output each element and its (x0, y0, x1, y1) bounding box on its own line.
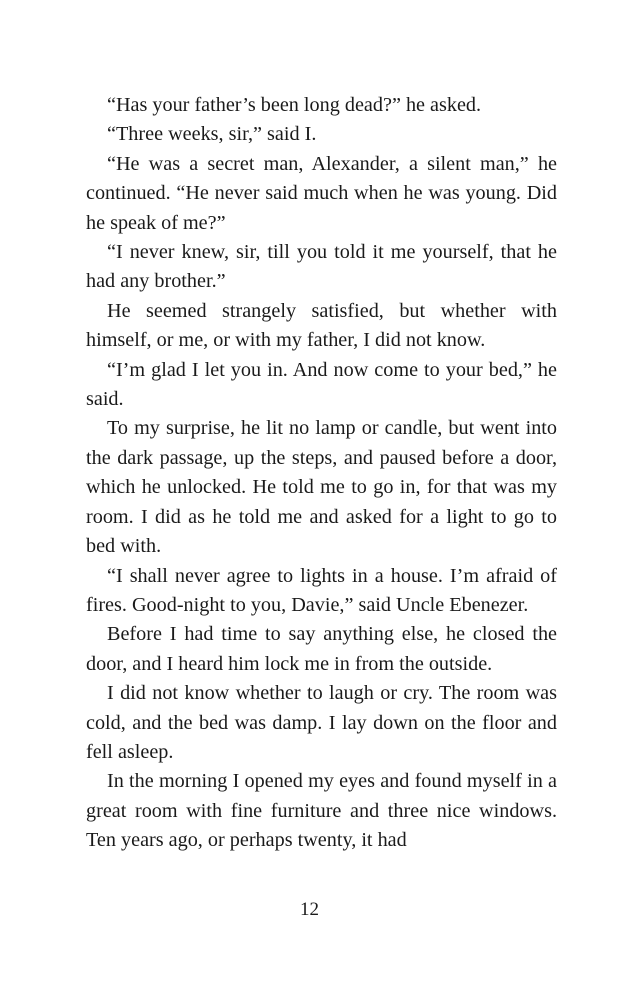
paragraph: “He was a secret man, Alexander, a silent man,” he continued. “He never said much when he was young. Did he speak of me?” (86, 152, 557, 234)
page-number: 12 (300, 899, 319, 920)
paragraph: In the morning I opened my eyes and found myself in a great room with fine furniture and three nice windows. Ten years ago, or perhaps twenty, it had (86, 770, 557, 852)
paragraph: Before I had time to say anything else, he closed the door, and I heard him lock me in from the outside. (86, 623, 557, 675)
paragraph: “I shall never agree to lights in a house. I’m afraid of fires. Good-night to you, Davie,” said Uncle Ebenezer. (86, 564, 557, 616)
paragraph: To my surprise, he lit no lamp or candle, but went into the dark passage, up the steps, and paused before a door, which he unlocked. He told me to go in, for that was my room. I did as he told me and asked for a light to go to bed with. (86, 417, 557, 558)
body-text (86, 91, 557, 856)
paragraph: I did not know whether to laugh or cry. The room was cold, and the bed was damp. I lay down on the floor and fell asleep. (86, 682, 557, 763)
paragraph: “I never knew, sir, till you told it me yourself, that he had any brother.” (86, 241, 557, 293)
paragraph: “Three weeks, sir,” said I. (107, 123, 317, 146)
paragraph: “I’m glad I let you in. And now come to your bed,” he said. (86, 358, 557, 411)
paragraph: He seemed strangely satisfied, but whether with himself, or me, or with my father, I did not know. (86, 299, 557, 352)
paragraph: “Has your father’s been long dead?” he asked. (107, 94, 482, 116)
